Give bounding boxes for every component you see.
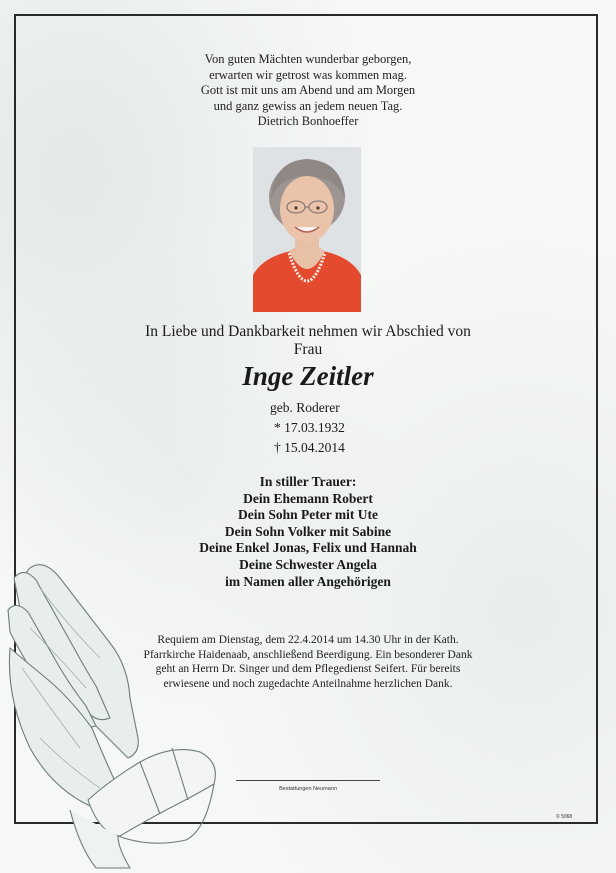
portrait-photo — [253, 147, 361, 312]
poem-author: Dietrich Bonhoeffer — [257, 114, 359, 128]
life-dates — [270, 398, 345, 458]
portrait-illustration — [253, 147, 361, 312]
mourner-line: im Namen aller Angehörigen — [225, 573, 391, 589]
farewell-intro — [0, 323, 616, 359]
death-date: † 15.04.2014 — [274, 440, 345, 455]
maiden-name: geb. Roderer — [270, 400, 340, 415]
notice-line: Pfarrkirche Haidenaab, anschließend Beerdigung. Ein besonderer Dank — [143, 648, 473, 661]
farewell-line: In Liebe und Dankbarkeit nehmen wir Abschied von — [145, 323, 471, 340]
poem-line: erwarten wir getrost was kommen mag. — [209, 67, 407, 82]
copyright-mark: © 5068 — [556, 814, 573, 820]
poem-line: Von guten Mächten wunderbar geborgen, — [204, 52, 412, 66]
praying-hands-illustration — [0, 548, 240, 873]
notice-line: Requiem am Dienstag, dem 22.4.2014 um 14.30 Uhr in der Kath. — [157, 634, 459, 646]
poem-line: und ganz gewiss an jedem neuen Tag. — [213, 98, 403, 113]
mourner-line: Dein Ehemann Robert — [243, 490, 373, 506]
notice-line: erwiesene und noch zugedachte Anteilnahme herzlichen Dank. — [163, 677, 453, 690]
mourner-line: Dein Sohn Peter mit Ute — [238, 507, 378, 523]
salutation: Frau — [293, 341, 323, 358]
undertaker-name: Bestattungen Neumann — [279, 786, 337, 792]
mourners-heading: In stiller Trauer: — [259, 474, 357, 489]
mourner-line: Deine Enkel Jonas, Felix und Hannah — [199, 540, 417, 556]
mourner-line: Dein Sohn Volker mit Sabine — [224, 523, 392, 539]
notice-line: geht an Herrn Dr. Singer und dem Pflegedienst Seifert. Für bereits — [155, 663, 461, 675]
deceased-name: Inge Zeitler — [242, 361, 374, 391]
signature-line — [236, 780, 380, 781]
birth-date: * 17.03.1932 — [274, 420, 345, 435]
poem-line: Gott ist mit uns am Abend und am Morgen — [200, 83, 416, 97]
poem-block — [0, 52, 616, 130]
mourner-line: Deine Schwester Angela — [239, 556, 377, 572]
